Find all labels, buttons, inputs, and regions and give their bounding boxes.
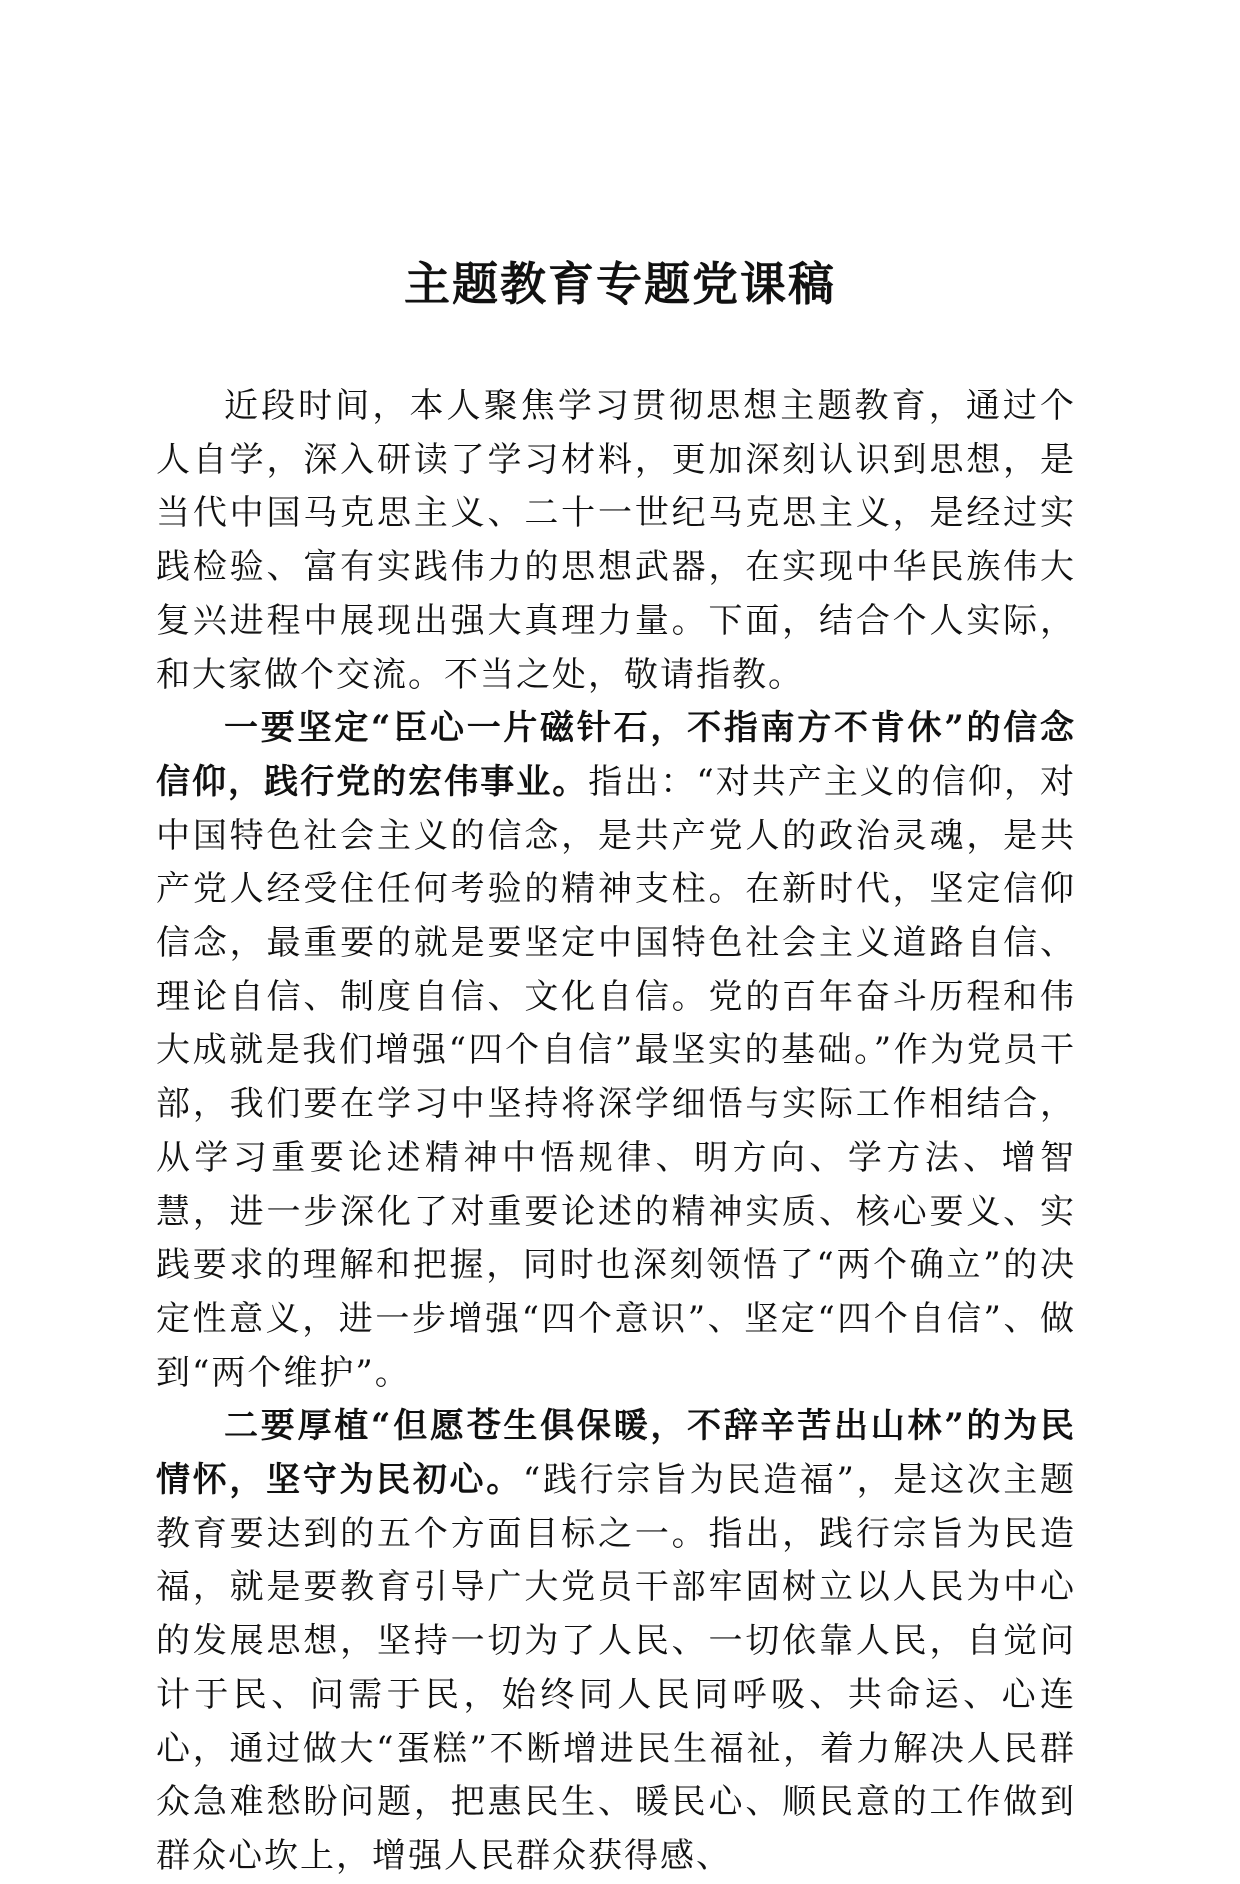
document-body [156,380,1076,1884]
paragraph-lead: 二要厚植“但愿苍生俱保暖，不辞辛苦出山林”的为民情怀，坚守为民初心。 [156,1406,1076,1501]
paragraph-intro [156,380,1076,702]
paragraph-point-one [156,702,1076,1400]
paragraph-point-two [156,1400,1076,1883]
paragraph-text: 近段时间，本人聚焦学习贯彻思想主题教育，通过个人自学，深入研读了学习材料，更加深刻认识到思想，是当代中国马克思主义、二十一世纪马克思主义，是经过实践检验、富有实践伟力的思想武器，在实现中华民族伟大复兴进程中展现出强大真理力量。下面，结合个人实际，和大家做个交流。不当之处，敬请指教。 [156,386,1076,695]
paragraph-text: “践行宗旨为民造福”，是这次主题教育要达到的五个方面目标之一。指出，践行宗旨为民造福，就是要教育引导广大党员干部牢固树立以人民为中心的发展思想，坚持一切为了人民、一切依靠人民，自觉问计于民、问需于民，始终同人民同呼吸、共命运、心连心，通过做大“蛋糕”不断增进民生福祉，着力解决人民群众急难愁盼问题，把惠民生、暖民心、顺民意的工作做到群众心坎上，增强人民群众获得感、 [156,1460,1077,1876]
paragraph-lead: 一要坚定“臣心一片磁针石，不指南方不肯休”的信念信仰，践行党的宏伟事业。 [156,708,1076,802]
paragraph-text: 指出：“对共产主义的信仰，对中国特色社会主义的信念，是共产党人的政治灵魂，是共产党人经受住任何考验的精神支柱。在新时代，坚定信仰信念，最重要的就是要坚定中国特色社会主义道路自信、理论自信、制度自信、文化自信。党的百年奋斗历程和伟大成就是我们增强“四个自信”最坚实的基础。”作为党员干部，我们要在学习中坚持将深学细悟与实际工作相结合，从学习重要论述精神中悟规律、明方向、学方法、增智慧，进一步深化了对重要论述的精神实质、核心要义、实践要求的理解和把握，同时也深刻领悟了“两个确立”的决定性意义，进一步增强“四个意识”、坚定“四个自信”、做到“两个维护”。 [156,761,1076,1393]
document-title: 主题教育专题党课稿 [404,257,836,311]
